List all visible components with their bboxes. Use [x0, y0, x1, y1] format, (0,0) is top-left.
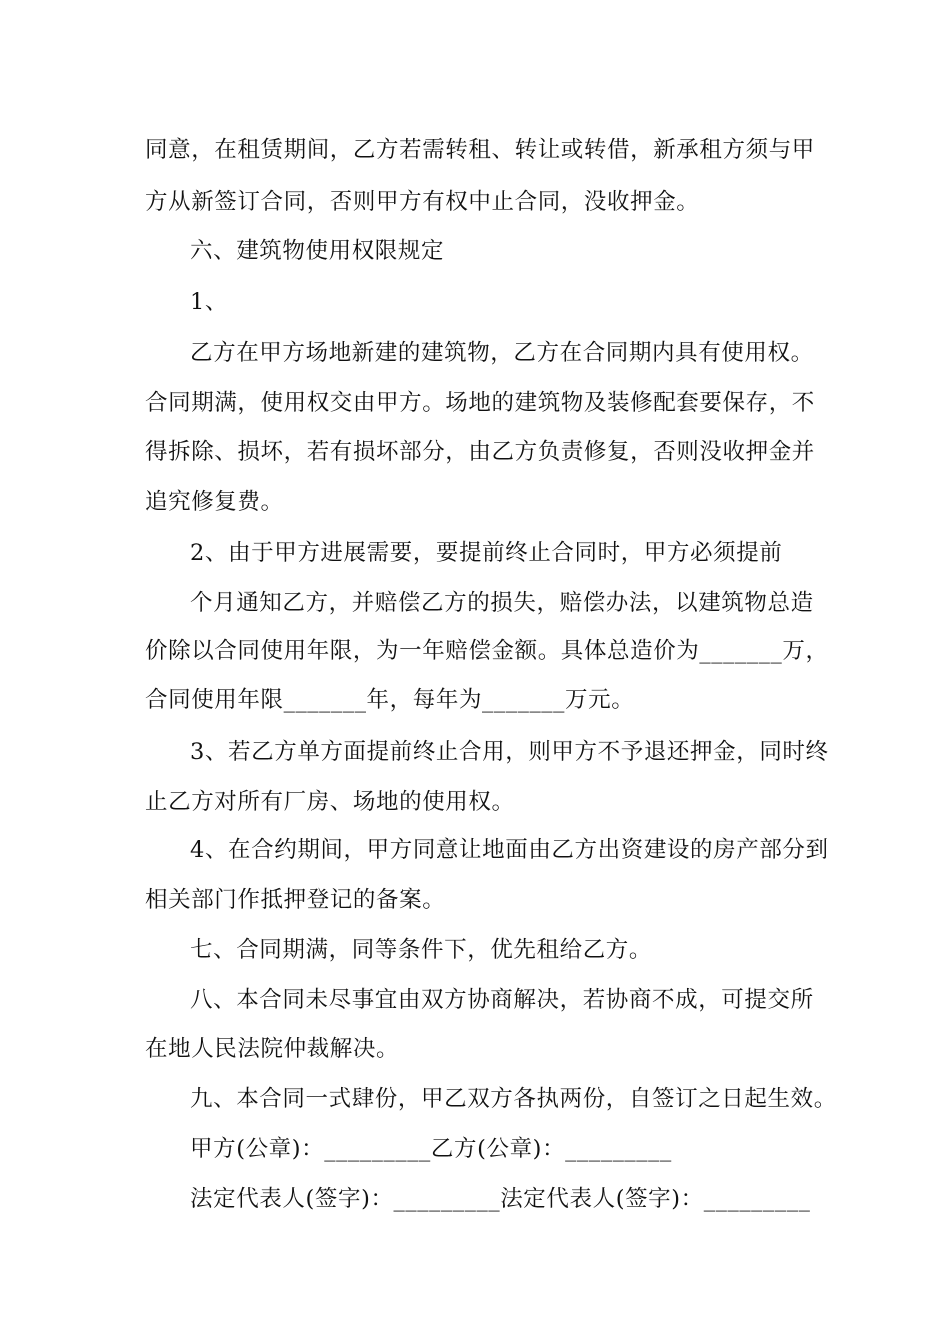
paragraph-line: 同意，在租赁期间，乙方若需转租、转让或转借，新承租方须与甲 — [145, 137, 815, 163]
paragraph-line: 相关部门作抵押登记的备案。 — [145, 887, 446, 913]
paragraph-line: 3、若乙方单方面提前终止合用，则甲方不予退还押金，同时终 — [190, 739, 829, 765]
paragraph-line: 方从新签订合同，否则甲方有权中止合同，没收押金。 — [145, 189, 700, 215]
paragraph-line: 4、在合约期间，甲方同意让地面由乙方出资建设的房产部分到 — [190, 837, 829, 863]
section-heading: 九、本合同一式肆份，甲乙双方各执两份，自签订之日起生效。 — [190, 1086, 837, 1112]
paragraph-line: 止乙方对所有厂房、场地的使用权。 — [145, 789, 515, 815]
paragraph-line: 价除以合同使用年限，为一年赔偿金额。具体总造价为_______万， — [145, 638, 829, 664]
paragraph-line: 2、由于甲方进展需要，要提前终止合同时，甲方必须提前 — [190, 540, 783, 566]
signature-line: 甲方(公章)：_________乙方(公章)：_________ — [190, 1136, 672, 1162]
paragraph-line: 得拆除、损坏，若有损坏部分，由乙方负责修复，否则没收押金并 — [145, 439, 815, 465]
paragraph-line: 乙方在甲方场地新建的建筑物，乙方在合同期内具有使用权。 — [190, 340, 814, 366]
signature-line: 法定代表人(签字)：_________法定代表人(签字)：_________ — [190, 1186, 811, 1212]
section-heading: 六、建筑物使用权限规定 — [190, 238, 445, 264]
paragraph-line: 在地人民法院仲裁解决。 — [145, 1036, 400, 1062]
paragraph-line: 合同使用年限_______年，每年为_______万元。 — [145, 687, 635, 713]
paragraph-line: 合同期满，使用权交由甲方。场地的建筑物及装修配套要保存，不 — [145, 390, 815, 416]
paragraph-line: 个月通知乙方，并赔偿乙方的损失，赔偿办法，以建筑物总造 — [190, 590, 814, 616]
section-heading: 七、合同期满，同等条件下，优先租给乙方。 — [190, 937, 653, 963]
item-number: 1、 — [190, 289, 229, 315]
section-heading: 八、本合同未尽事宜由双方协商解决，若协商不成，可提交所 — [190, 987, 814, 1013]
paragraph-line: 追究修复费。 — [145, 489, 284, 515]
